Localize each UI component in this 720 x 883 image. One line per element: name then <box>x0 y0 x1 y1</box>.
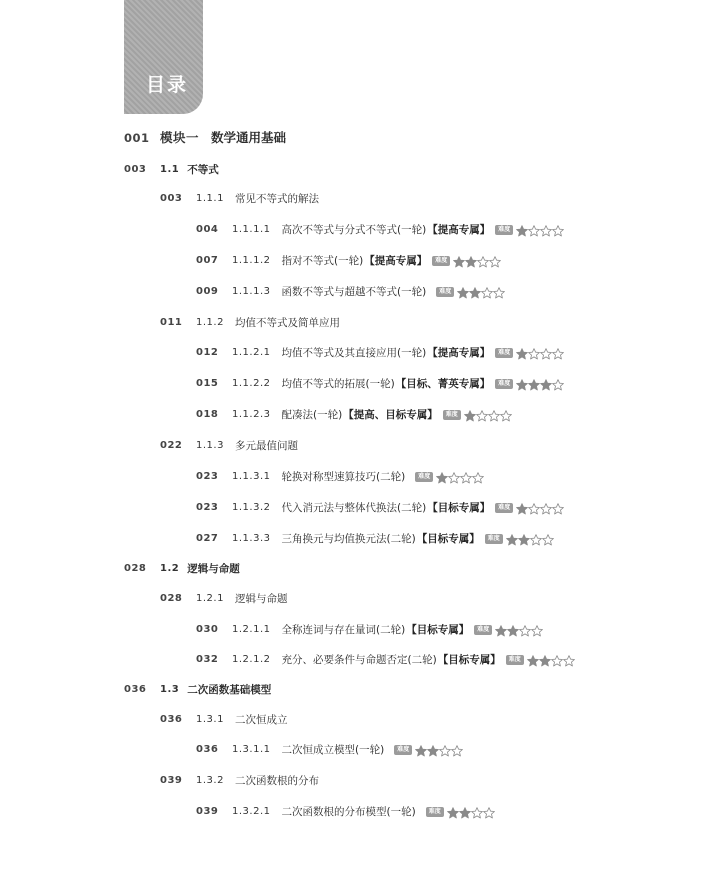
difficulty-badge: 难度 <box>495 379 513 389</box>
page-number: 039 <box>196 806 219 817</box>
star-empty-icon <box>528 224 540 236</box>
entry-content <box>196 771 319 791</box>
star-filled-icon <box>518 533 530 545</box>
entry-content <box>232 343 564 363</box>
section-title: 二次函数根的分布 <box>234 775 319 787</box>
difficulty-rating <box>495 624 543 636</box>
section-code: 1.1.3.3 <box>232 533 271 544</box>
page-number: 007 <box>196 255 219 266</box>
star-empty-icon <box>540 224 552 236</box>
entry-content <box>196 710 287 730</box>
star-filled-icon <box>447 806 459 818</box>
section-title: 指对不等式(一轮) <box>281 255 364 267</box>
section-code: 1.3.2 <box>196 775 224 786</box>
entry-content <box>232 529 554 549</box>
section-title: 二次恒成立模型(一轮) <box>281 744 385 756</box>
star-empty-icon <box>540 502 552 514</box>
star-filled-icon <box>516 502 528 514</box>
section-code: 1.3.1.1 <box>232 744 271 755</box>
star-empty-icon <box>519 624 531 636</box>
star-filled-icon <box>415 744 427 756</box>
entry-content <box>196 436 298 456</box>
section-title: 均值不等式及其直接应用(一轮) <box>281 347 427 359</box>
star-filled-icon <box>516 224 528 236</box>
star-empty-icon <box>531 624 543 636</box>
difficulty-rating <box>527 654 575 666</box>
section-code: 1.3.1 <box>196 714 224 725</box>
entry-content <box>232 740 463 760</box>
section-code: 1.1.2.2 <box>232 378 271 389</box>
star-empty-icon <box>476 409 488 421</box>
page-number: 004 <box>196 224 219 235</box>
difficulty-badge: 难度 <box>495 503 513 513</box>
page-number: 028 <box>160 593 183 604</box>
page-number: 028 <box>124 563 147 574</box>
section-code: 1.2 <box>160 563 180 574</box>
entry-content <box>232 467 484 487</box>
audience-tag: 【目标专属】 <box>427 502 491 514</box>
star-empty-icon <box>552 347 564 359</box>
section-title: 轮换对称型速算技巧(二轮) <box>281 471 406 483</box>
section-title: 全称连词与存在量词(二轮) <box>281 624 406 636</box>
difficulty-badge: 难度 <box>426 807 444 817</box>
star-empty-icon <box>528 502 540 514</box>
difficulty-rating <box>415 744 463 756</box>
entry-content <box>232 405 512 425</box>
page-number: 011 <box>160 317 183 328</box>
star-filled-icon <box>516 347 528 359</box>
audience-tag: 【目标专属】 <box>406 624 470 636</box>
difficulty-rating <box>447 806 495 818</box>
audience-tag: 【提高专属】 <box>364 255 428 267</box>
star-empty-icon <box>540 347 552 359</box>
entry-content <box>232 802 495 822</box>
difficulty-badge: 难度 <box>432 256 450 266</box>
star-empty-icon <box>552 224 564 236</box>
section-code: 1.1.2.1 <box>232 347 271 358</box>
star-filled-icon <box>453 255 465 267</box>
audience-tag: 【提高、目标专属】 <box>343 409 438 421</box>
star-empty-icon <box>448 471 460 483</box>
star-empty-icon <box>551 654 563 666</box>
section-code: 1.1.1.3 <box>232 286 271 297</box>
page-number: 039 <box>160 775 183 786</box>
star-empty-icon <box>477 255 489 267</box>
entry-content <box>232 220 564 240</box>
section-title: 均值不等式及简单应用 <box>234 317 340 329</box>
page-number: 022 <box>160 440 183 451</box>
star-filled-icon <box>507 624 519 636</box>
section-code: 1.2.1 <box>196 593 224 604</box>
section-code: 1.1 <box>160 164 180 175</box>
difficulty-badge: 难度 <box>474 625 492 635</box>
entry-content <box>196 589 287 609</box>
page-number: 023 <box>196 471 219 482</box>
section-code: 1.1.3 <box>196 440 224 451</box>
star-empty-icon <box>489 255 501 267</box>
section-title: 配凑法(一轮) <box>281 409 343 421</box>
audience-tag: 【提高专属】 <box>427 347 491 359</box>
section-code: 1.1.2 <box>196 317 224 328</box>
page-number: 012 <box>196 347 219 358</box>
star-filled-icon <box>436 471 448 483</box>
section-code: 1.1.1.2 <box>232 255 271 266</box>
difficulty-rating <box>464 409 512 421</box>
section-code: 1.1.3.2 <box>232 502 271 513</box>
difficulty-badge: 难度 <box>394 745 412 755</box>
entry-content <box>160 160 219 180</box>
section-title: 三角换元与均值换元法(二轮) <box>281 533 416 545</box>
section-code: 1.1.1.1 <box>232 224 271 235</box>
page-number: 023 <box>196 502 219 513</box>
star-empty-icon <box>439 744 451 756</box>
entry-content <box>160 680 271 700</box>
difficulty-rating <box>436 471 484 483</box>
entry-content <box>232 620 543 640</box>
star-empty-icon <box>472 471 484 483</box>
star-empty-icon <box>500 409 512 421</box>
section-title: 逻辑与命题 <box>234 593 288 605</box>
page-number: 032 <box>196 654 219 665</box>
star-empty-icon <box>471 806 483 818</box>
star-filled-icon <box>540 378 552 390</box>
entry-content <box>232 282 505 302</box>
star-empty-icon <box>493 286 505 298</box>
difficulty-badge: 难度 <box>506 655 524 665</box>
section-title: 二次恒成立 <box>234 714 288 726</box>
difficulty-badge: 难度 <box>495 348 513 358</box>
section-title: 常见不等式的解法 <box>234 193 319 205</box>
star-filled-icon <box>528 378 540 390</box>
entry-content <box>160 128 286 148</box>
star-filled-icon <box>539 654 551 666</box>
star-empty-icon <box>481 286 493 298</box>
star-filled-icon <box>459 806 471 818</box>
star-filled-icon <box>527 654 539 666</box>
page-number: 001 <box>124 131 150 145</box>
page-number: 003 <box>124 164 147 175</box>
star-empty-icon <box>530 533 542 545</box>
page-number: 036 <box>124 684 147 695</box>
star-filled-icon <box>469 286 481 298</box>
difficulty-rating <box>516 378 564 390</box>
entry-content <box>196 189 319 209</box>
star-empty-icon <box>460 471 472 483</box>
entry-content <box>232 650 575 670</box>
difficulty-rating <box>516 347 564 359</box>
section-title: 数学通用基础 <box>211 130 287 145</box>
section-title: 代入消元法与整体代换法(二轮) <box>281 502 427 514</box>
star-empty-icon <box>483 806 495 818</box>
difficulty-rating <box>516 502 564 514</box>
page-number: 018 <box>196 409 219 420</box>
difficulty-rating <box>506 533 554 545</box>
section-title: 不等式 <box>187 164 219 176</box>
entry-content <box>232 251 501 271</box>
difficulty-badge: 难度 <box>415 472 433 482</box>
audience-tag: 【目标专属】 <box>437 654 501 666</box>
section-code: 模块一 <box>160 130 200 145</box>
section-code: 1.2.1.1 <box>232 624 271 635</box>
section-title: 多元最值问题 <box>234 440 298 452</box>
star-empty-icon <box>542 533 554 545</box>
audience-tag: 【目标、菁英专属】 <box>395 378 491 390</box>
star-filled-icon <box>464 409 476 421</box>
difficulty-badge: 难度 <box>443 410 461 420</box>
page-number: 036 <box>160 714 183 725</box>
star-empty-icon <box>451 744 463 756</box>
section-code: 1.3.2.1 <box>232 806 271 817</box>
section-title: 函数不等式与超越不等式(一轮) <box>281 286 427 298</box>
star-filled-icon <box>457 286 469 298</box>
page-number: 027 <box>196 533 219 544</box>
section-code: 1.1.2.3 <box>232 409 271 420</box>
section-title: 充分、必要条件与命题否定(二轮) <box>281 654 437 666</box>
page-number: 036 <box>196 744 219 755</box>
audience-tag: 【目标专属】 <box>416 533 480 545</box>
entry-content <box>160 559 240 579</box>
star-filled-icon <box>427 744 439 756</box>
difficulty-rating <box>457 286 505 298</box>
star-empty-icon <box>528 347 540 359</box>
section-code: 1.1.1 <box>196 193 224 204</box>
section-title: 均值不等式的拓展(一轮) <box>281 378 395 390</box>
section-title: 二次函数基础模型 <box>187 684 272 696</box>
star-filled-icon <box>506 533 518 545</box>
page-title: 目录 <box>146 74 189 96</box>
section-code: 1.2.1.2 <box>232 654 271 665</box>
difficulty-badge: 难度 <box>485 534 503 544</box>
section-title: 高次不等式与分式不等式(一轮) <box>281 224 427 236</box>
star-empty-icon <box>488 409 500 421</box>
section-title: 二次函数根的分布模型(一轮) <box>281 806 416 818</box>
star-filled-icon <box>465 255 477 267</box>
section-title: 逻辑与命题 <box>187 563 240 575</box>
page-number: 003 <box>160 193 183 204</box>
difficulty-rating <box>516 224 564 236</box>
page-number: 009 <box>196 286 219 297</box>
page-number: 030 <box>196 624 219 635</box>
star-empty-icon <box>552 502 564 514</box>
entry-content <box>196 313 340 333</box>
star-filled-icon <box>516 378 528 390</box>
section-code: 1.1.3.1 <box>232 471 271 482</box>
page-number: 015 <box>196 378 219 389</box>
star-empty-icon <box>552 378 564 390</box>
difficulty-badge: 难度 <box>436 287 454 297</box>
audience-tag: 【提高专属】 <box>427 224 491 236</box>
entry-content <box>232 498 564 518</box>
difficulty-rating <box>453 255 501 267</box>
entry-content <box>232 374 564 394</box>
section-code: 1.3 <box>160 684 180 695</box>
star-empty-icon <box>563 654 575 666</box>
difficulty-badge: 难度 <box>495 225 513 235</box>
star-filled-icon <box>495 624 507 636</box>
